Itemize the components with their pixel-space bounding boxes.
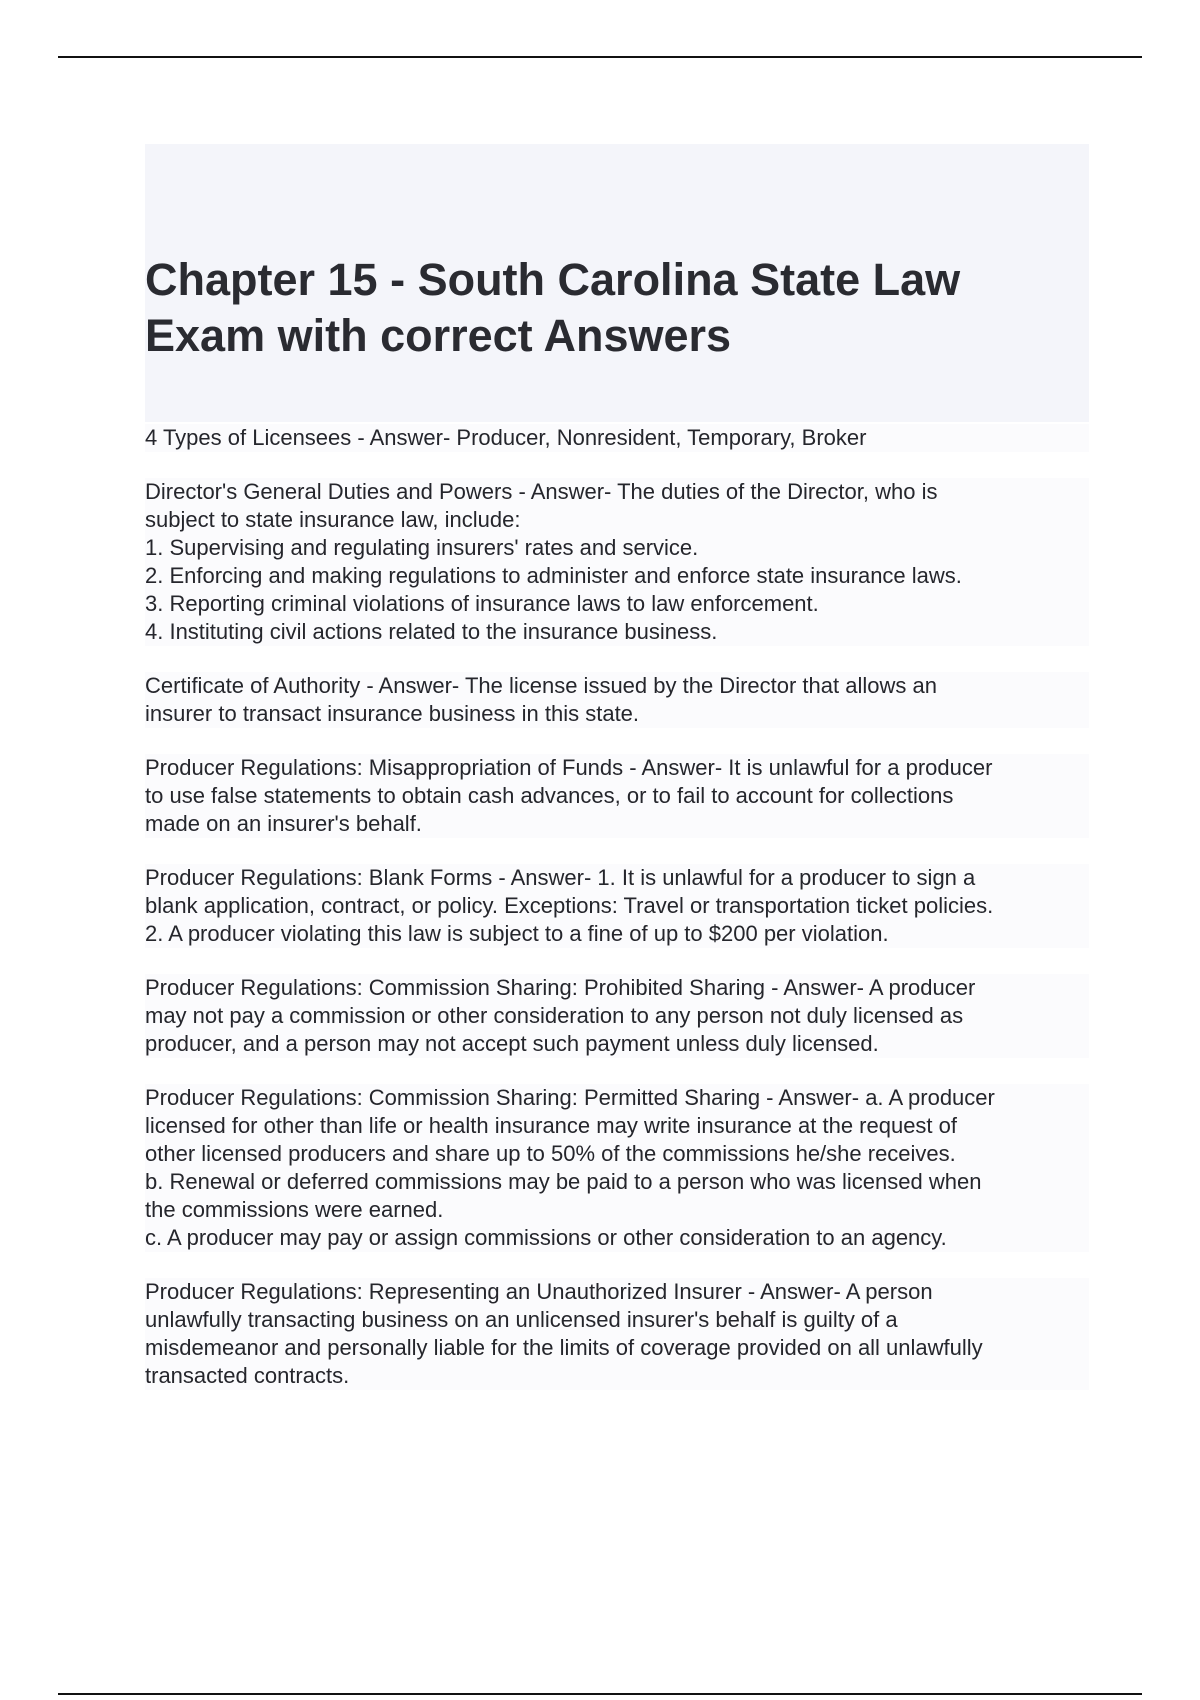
qa-line: 4. Instituting civil actions related to the insurance business. [145, 619, 718, 644]
qa-line: 2. A producer violating this law is subject to a fine of up to $200 per violation. [145, 921, 889, 946]
qa-line: may not pay a commission or other consideration to any person not duly licensed as [145, 1003, 964, 1028]
qa-line: transacted contracts. [145, 1363, 350, 1388]
qa-line: other licensed producers and share up to 50% of the commissions he/she receives. [145, 1141, 956, 1166]
qa-line: to use false statements to obtain cash advances, or to fail to account for collections [145, 783, 954, 808]
qa-line: Producer Regulations: Blank Forms - Answer- 1. It is unlawful for a producer to sign a [145, 865, 976, 890]
qa-item-unauthorized-insurer [145, 1278, 1089, 1390]
qa-line: 2. Enforcing and making regulations to administer and enforce state insurance laws. [145, 563, 962, 588]
qa-line: producer, and a person may not accept such payment unless duly licensed. [145, 1031, 879, 1056]
qa-item-director-duties [145, 478, 1089, 646]
qa-line: Producer Regulations: Misappropriation of Funds - Answer- It is unlawful for a producer [145, 755, 993, 780]
qa-line: 1. Supervising and regulating insurers' rates and service. [145, 535, 699, 560]
qa-item-permitted-sharing [145, 1084, 1089, 1252]
qa-line: the commissions were earned. [145, 1197, 444, 1222]
document-title-line-1: Chapter 15 - South Carolina State Law [145, 254, 961, 305]
qa-item-prohibited-sharing [145, 974, 1089, 1058]
page-bottom-rule [58, 1693, 1142, 1695]
qa-line: licensed for other than life or health insurance may write insurance at the request of [145, 1113, 958, 1138]
qa-line: Certificate of Authority - Answer- The license issued by the Director that allows an [145, 673, 937, 698]
qa-line: Producer Regulations: Commission Sharing: Permitted Sharing - Answer- a. A producer [145, 1085, 995, 1110]
qa-line: 4 Types of Licensees - Answer- Producer, Nonresident, Temporary, Broker [145, 425, 867, 450]
qa-line: made on an insurer's behalf. [145, 811, 422, 836]
qa-item-licensee-types [145, 424, 1089, 452]
qa-line: subject to state insurance law, include: [145, 507, 521, 532]
qa-line: insurer to transact insurance business in this state. [145, 701, 640, 726]
document-title-line-2: Exam with correct Answers [145, 310, 732, 361]
question-answer-list [145, 424, 1089, 1416]
document-title [145, 252, 1075, 364]
qa-line: Producer Regulations: Representing an Unauthorized Insurer - Answer- A person [145, 1279, 933, 1304]
page-top-rule [58, 56, 1142, 58]
qa-line: Producer Regulations: Commission Sharing: Prohibited Sharing - Answer- A producer [145, 975, 976, 1000]
qa-item-misappropriation-of-funds [145, 754, 1089, 838]
qa-line: Director's General Duties and Powers - Answer- The duties of the Director, who is [145, 479, 938, 504]
qa-line: b. Renewal or deferred commissions may be paid to a person who was licensed when [145, 1169, 982, 1194]
qa-line: unlawfully transacting business on an unlicensed insurer's behalf is guilty of a [145, 1307, 898, 1332]
qa-line: c. A producer may pay or assign commissions or other consideration to an agency. [145, 1225, 947, 1250]
qa-line: 3. Reporting criminal violations of insurance laws to law enforcement. [145, 591, 819, 616]
qa-item-blank-forms [145, 864, 1089, 948]
qa-line: blank application, contract, or policy. Exceptions: Travel or transportation ticket policies. [145, 893, 994, 918]
qa-item-certificate-of-authority [145, 672, 1089, 728]
qa-line: misdemeanor and personally liable for the limits of coverage provided on all unlawfully [145, 1335, 983, 1360]
